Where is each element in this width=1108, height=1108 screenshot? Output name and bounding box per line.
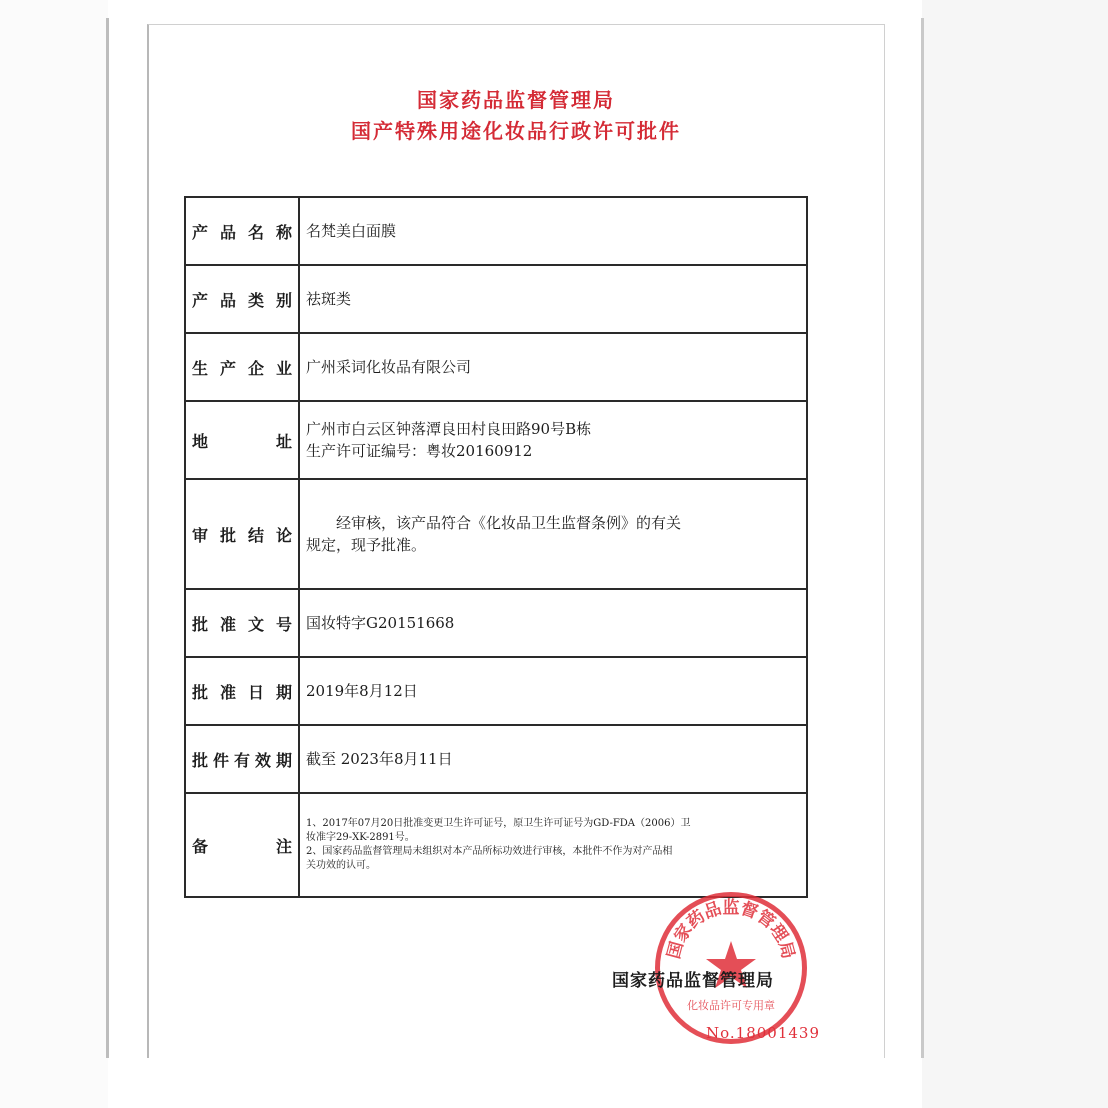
table-row bbox=[185, 793, 807, 897]
row-value-line: 祛斑类 bbox=[306, 290, 352, 308]
row-value-line: 名梵美白面膜 bbox=[306, 222, 397, 240]
row-label bbox=[185, 401, 299, 479]
table-row bbox=[185, 197, 807, 265]
paper-edge-right bbox=[921, 18, 924, 1058]
issuer-name: 国家药品监督管理局 bbox=[612, 971, 774, 991]
row-value bbox=[299, 197, 807, 265]
row-label bbox=[185, 333, 299, 401]
document-title: 国产特殊用途化妆品行政许可批件 bbox=[351, 119, 681, 143]
row-value bbox=[299, 265, 807, 333]
table-row bbox=[185, 333, 807, 401]
serial-number: No.18001439 bbox=[706, 1024, 821, 1042]
row-value-line: 广州采词化妆品有限公司 bbox=[306, 358, 472, 376]
background-right bbox=[922, 0, 1108, 1108]
row-value-line: 广州市白云区钟落潭良田村良田路90号B栋 bbox=[306, 420, 592, 438]
row-label bbox=[185, 589, 299, 657]
seal-text: 国家药品监督管理局 bbox=[664, 897, 798, 961]
row-label bbox=[185, 657, 299, 725]
license-table bbox=[184, 196, 808, 898]
row-value-line: 2019年8月12日 bbox=[306, 682, 418, 700]
row-label bbox=[185, 793, 299, 897]
row-label bbox=[185, 479, 299, 589]
paper-edge-left bbox=[106, 18, 109, 1058]
row-value-line: 关功效的认可。 bbox=[306, 860, 376, 871]
row-label-text: 审 批 结 论 bbox=[192, 525, 292, 545]
row-value bbox=[299, 479, 807, 589]
row-value-line: 规定，现予批准。 bbox=[306, 536, 427, 554]
agency-title: 国家药品监督管理局 bbox=[417, 88, 615, 112]
row-label bbox=[185, 265, 299, 333]
row-value bbox=[299, 725, 807, 793]
seal-subtext: 化妆品许可专用章 bbox=[687, 999, 775, 1012]
table-row bbox=[185, 265, 807, 333]
row-value bbox=[299, 657, 807, 725]
row-value bbox=[299, 333, 807, 401]
row-label-text: 批 准 文 号 bbox=[192, 614, 292, 634]
row-label-text: 备 注 bbox=[192, 836, 292, 856]
row-label bbox=[185, 725, 299, 793]
row-value-line: 国妆特字G20151668 bbox=[306, 614, 455, 632]
row-value-line: 截至 2023年8月11日 bbox=[306, 750, 453, 768]
table-row bbox=[185, 725, 807, 793]
row-label bbox=[185, 197, 299, 265]
row-label-text: 批 准 日 期 bbox=[192, 682, 292, 702]
row-value-line: 妆准字29-XK-2891号。 bbox=[306, 832, 415, 843]
table-row bbox=[185, 657, 807, 725]
background-left bbox=[0, 0, 108, 1108]
row-value bbox=[299, 793, 807, 897]
table-row bbox=[185, 479, 807, 589]
table-row bbox=[185, 589, 807, 657]
row-value bbox=[299, 589, 807, 657]
row-label-text: 批 件 有 效 期 bbox=[192, 750, 292, 770]
row-label-text: 地 址 bbox=[192, 431, 292, 451]
row-label-text: 生 产 企 业 bbox=[192, 358, 292, 378]
table-row bbox=[185, 401, 807, 479]
row-value-line: 2、国家药品监督管理局未组织对本产品所标功效进行审核，本批件不作为对产品相 bbox=[306, 846, 673, 857]
row-label-text: 产 品 类 别 bbox=[192, 290, 292, 310]
row-value-line: 经审核，该产品符合《化妆品卫生监督条例》的有关 bbox=[306, 514, 682, 532]
row-value-line: 生产许可证编号：粤妆20160912 bbox=[306, 442, 533, 460]
row-label-text: 产 品 名 称 bbox=[192, 222, 292, 242]
row-value bbox=[299, 401, 807, 479]
row-value-line: 1、2017年07月20日批准变更卫生许可证号，原卫生许可证号为GD-FDA（2006）卫 bbox=[306, 818, 691, 829]
